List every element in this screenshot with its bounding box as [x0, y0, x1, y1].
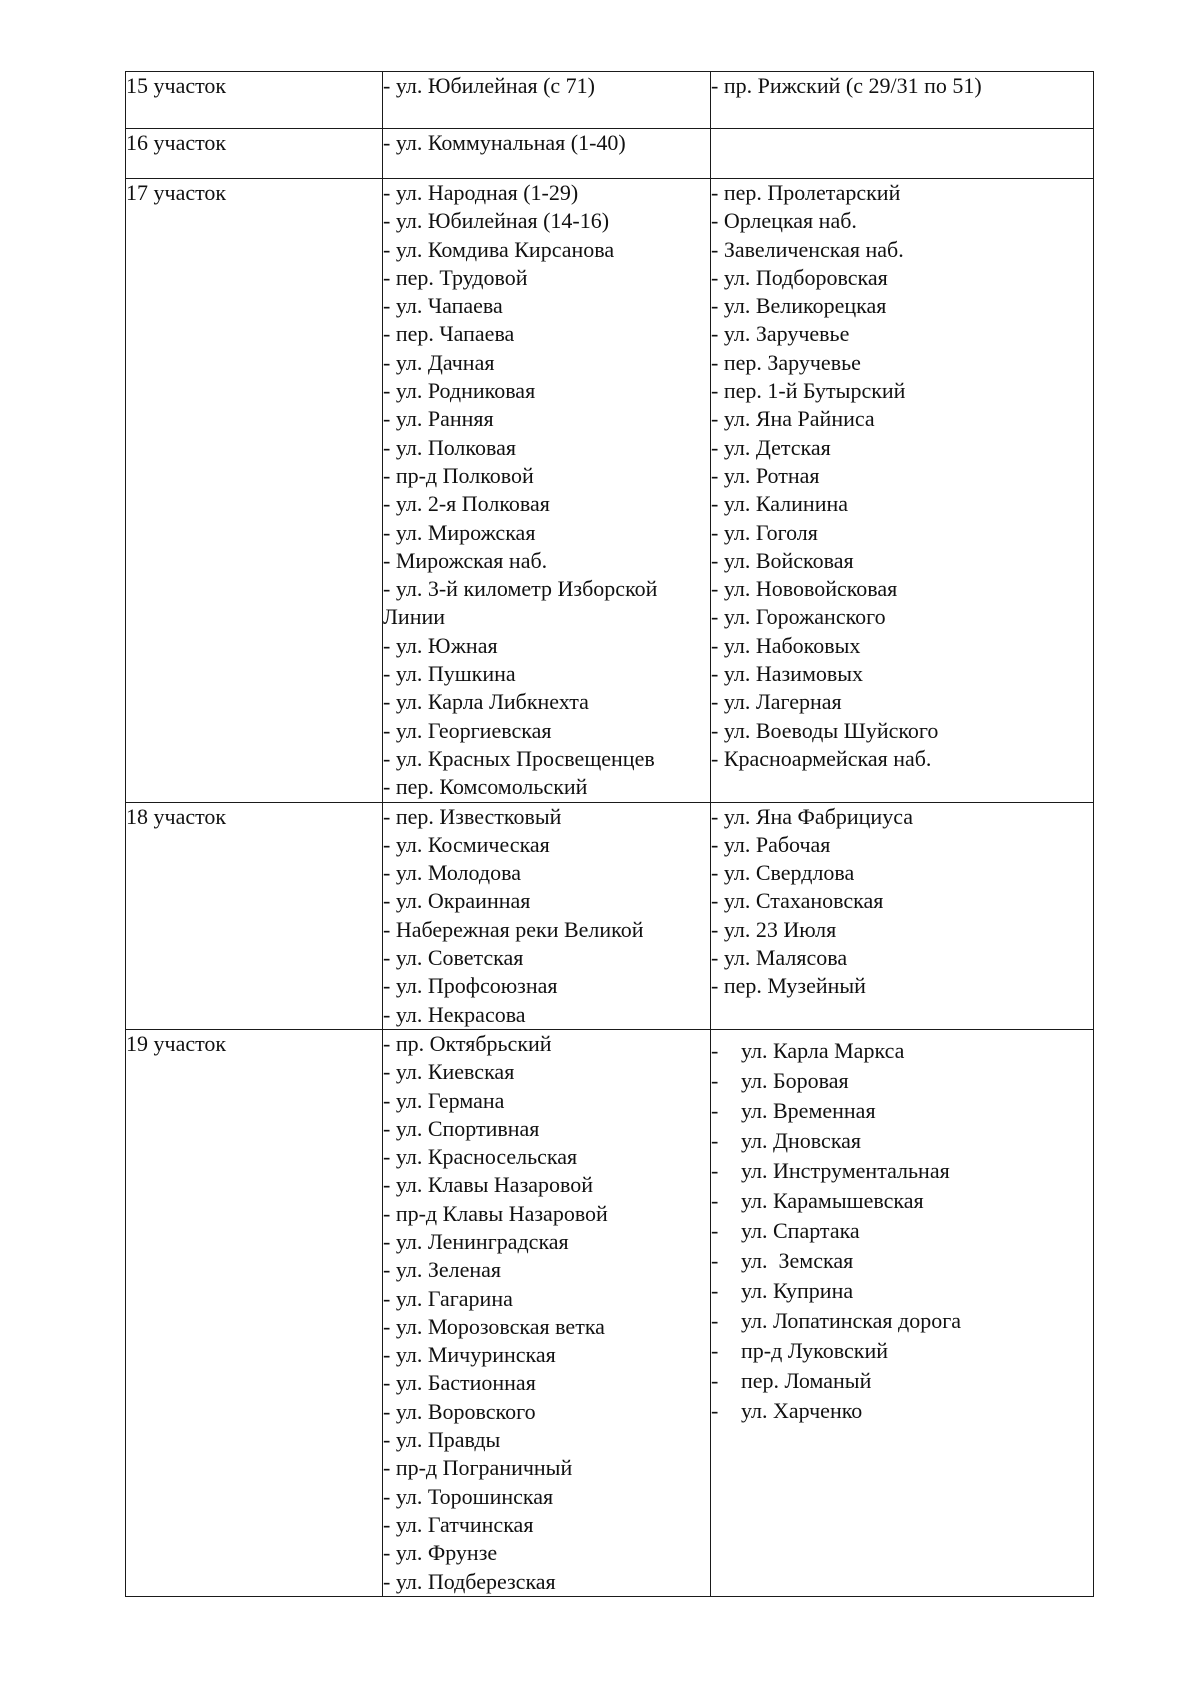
street-item: - ул. Рабочая — [711, 831, 831, 857]
street-item: - пр-д Клавы Назаровой — [383, 1200, 608, 1226]
street-item: - ул. Калинина — [711, 491, 849, 517]
street-item: - ул. 23 Июля — [711, 916, 837, 942]
street-item: - ул. Ранняя — [383, 406, 494, 432]
street-item: - ул. Свердлова — [711, 860, 855, 886]
streets-left-cell — [383, 802, 711, 1029]
street-label: пр-д Луковский — [741, 1337, 888, 1363]
district-name: 15 участок — [126, 73, 227, 98]
street-item: - ул. Пушкина — [383, 661, 516, 687]
district-name: 18 участок — [126, 803, 227, 829]
street-item: - ул. Гагарина — [383, 1285, 513, 1311]
street-item — [711, 1156, 1093, 1186]
street-item: - ул. Профсоюзная — [383, 973, 558, 999]
street-item: - пер. Трудовой — [383, 264, 528, 290]
street-item — [711, 1036, 1093, 1066]
streets-right-cell — [711, 129, 1094, 179]
streets-left-cell — [383, 1029, 711, 1596]
street-item — [711, 1306, 1093, 1336]
street-item: - ул. Народная (1-29) — [383, 180, 579, 205]
street-item — [711, 1246, 1093, 1276]
list-dash: - — [711, 1157, 719, 1183]
streets-left-cell — [383, 179, 711, 803]
street-item: - ул. Германа — [383, 1087, 505, 1113]
street-item: - ул. Яна Фабрициуса — [711, 803, 914, 829]
street-item — [711, 1216, 1093, 1246]
table-row — [126, 72, 1094, 129]
street-item: - ул. Правды — [383, 1427, 501, 1453]
street-item: - ул. Чапаева — [383, 293, 503, 319]
street-item: - ул. Юбилейная (с 71) — [383, 73, 596, 98]
street-item: - Мирожская наб. — [383, 547, 548, 573]
list-dash: - — [711, 1037, 719, 1063]
list-dash: - — [711, 1307, 719, 1333]
street-label: пер. Ломаный — [741, 1367, 872, 1393]
street-item: - ул. Коммунальная (1-40) — [383, 130, 626, 155]
street-item — [711, 1066, 1093, 1096]
street-item: - ул. Воровского — [383, 1398, 536, 1424]
list-dash: - — [711, 1277, 719, 1303]
street-item: - ул. Морозовская ветка — [383, 1313, 605, 1339]
streets-left-cell — [383, 129, 711, 179]
street-label: ул. Спартака — [741, 1217, 860, 1243]
street-item: - ул. Мирожская — [383, 519, 536, 545]
street-item: - пер. Заручевье — [711, 349, 861, 375]
street-item — [711, 1096, 1093, 1126]
street-item: - пер. Пролетарский — [711, 180, 901, 205]
street-item: - ул. Юбилейная (14-16) — [383, 208, 610, 234]
street-label: ул. Лопатинская дорога — [741, 1307, 961, 1333]
street-label: ул. Харченко — [741, 1397, 863, 1423]
district-name-cell — [126, 72, 383, 129]
street-item: - пр. Рижский (с 29/31 по 51) — [711, 73, 982, 98]
street-label: ул. Временная — [741, 1097, 876, 1123]
list-dash: - — [711, 1097, 719, 1123]
street-item: - Набережная реки Великой — [383, 916, 644, 942]
street-item: - ул. Красносельская — [383, 1144, 578, 1170]
district-name-cell — [126, 802, 383, 1029]
street-label: ул. Боровая — [741, 1067, 849, 1093]
street-item — [711, 1186, 1093, 1216]
district-name: 19 участок — [126, 1030, 227, 1056]
street-item: - ул. Воеводы Шуйского — [711, 717, 939, 743]
street-item: - Орлецкая наб. — [711, 208, 857, 234]
street-label: ул. Карамышевская — [741, 1187, 924, 1213]
street-label: ул. Земская — [741, 1247, 854, 1273]
street-item: - ул. Ротная — [711, 462, 820, 488]
street-item: - ул. Подборовская — [711, 264, 888, 290]
list-dash: - — [711, 1337, 719, 1363]
street-item: - ул. 3-й километр Изборской Линии — [383, 576, 658, 630]
street-item: - ул. Назимовых — [711, 661, 864, 687]
street-item: - ул. Гатчинская — [383, 1511, 534, 1537]
street-item: - ул. Мичуринская — [383, 1342, 556, 1368]
street-item: - ул. Подберезская — [383, 1568, 556, 1594]
streets-right-cell — [711, 179, 1094, 803]
street-item: - пер. 1-й Бутырский — [711, 378, 906, 404]
district-name-cell — [126, 179, 383, 803]
street-item: - Завеличенская наб. — [711, 236, 904, 262]
table-row — [126, 129, 1094, 179]
street-item: - ул. Молодова — [383, 860, 521, 886]
street-item — [711, 1336, 1093, 1366]
street-item: - ул. 2-я Полковая — [383, 491, 550, 517]
street-item: - пр-д Пограничный — [383, 1455, 573, 1481]
street-label: ул. Куприна — [741, 1277, 854, 1303]
street-item: - ул. Стахановская — [711, 888, 884, 914]
street-item: - ул. Гоголя — [711, 519, 818, 545]
street-item: - пер. Музейный — [711, 973, 866, 999]
street-item: - ул. Дачная — [383, 349, 495, 375]
street-item: - ул. Спортивная — [383, 1115, 540, 1141]
street-item: - ул. Родниковая — [383, 378, 536, 404]
street-item: - пр. Октябрьский — [383, 1030, 552, 1056]
street-item: - пер. Известковый — [383, 803, 562, 829]
street-item: - ул. Бастионная — [383, 1370, 536, 1396]
street-item: - ул. Ленинградская — [383, 1228, 569, 1254]
street-item: - ул. Окраинная — [383, 888, 531, 914]
street-item: - Красноармейская наб. — [711, 745, 932, 771]
street-item: - ул. Заручевье — [711, 321, 850, 347]
list-dash: - — [711, 1217, 719, 1243]
district-name: 17 участок — [126, 180, 227, 205]
street-item: - ул. Комдива Кирсанова — [383, 236, 615, 262]
streets-right-cell — [711, 1029, 1094, 1596]
street-item: - ул. Карла Либкнехта — [383, 689, 589, 715]
list-dash: - — [711, 1397, 719, 1423]
street-item: - ул. Горожанского — [711, 604, 886, 630]
district-table-page — [125, 71, 1093, 1597]
street-item — [711, 1276, 1093, 1306]
list-dash: - — [711, 1127, 719, 1153]
street-item — [711, 1396, 1093, 1426]
street-item: - пр-д Полковой — [383, 462, 534, 488]
street-item: - ул. Полковая — [383, 434, 516, 460]
street-item: - ул. Клавы Назаровой — [383, 1172, 594, 1198]
street-item: - ул. Некрасова — [383, 1001, 526, 1027]
list-dash: - — [711, 1247, 719, 1273]
street-item: - ул. Советская — [383, 945, 524, 971]
street-label: ул. Карла Маркса — [741, 1037, 905, 1063]
street-item: - ул. Киевская — [383, 1059, 515, 1085]
district-name-cell — [126, 129, 383, 179]
street-item: - ул. Яна Райниса — [711, 406, 875, 432]
street-item: - ул. Войсковая — [711, 547, 854, 573]
street-item: - пер. Чапаева — [383, 321, 515, 347]
street-item: - ул. Лагерная — [711, 689, 842, 715]
street-item: - ул. Торошинская — [383, 1483, 554, 1509]
street-item: - ул. Южная — [383, 632, 498, 658]
district-name-cell — [126, 1029, 383, 1596]
street-item: - пер. Комсомольский — [383, 774, 588, 800]
list-dash: - — [711, 1367, 719, 1393]
street-item — [711, 1366, 1093, 1396]
street-item: - ул. Красных Просвещенцев — [383, 745, 655, 771]
list-dash: - — [711, 1067, 719, 1093]
table-row — [126, 802, 1094, 1029]
district-street-table — [125, 71, 1094, 1597]
list-dash: - — [711, 1187, 719, 1213]
street-item: - ул. Георгиевская — [383, 717, 552, 743]
street-item: - ул. Детская — [711, 434, 831, 460]
street-item: - ул. Нововойсковая — [711, 576, 898, 602]
street-item: - ул. Космическая — [383, 831, 550, 857]
streets-left-cell — [383, 72, 711, 129]
street-item — [711, 1126, 1093, 1156]
street-item: - ул. Малясова — [711, 945, 848, 971]
district-name: 16 участок — [126, 130, 227, 155]
street-item: - ул. Великорецкая — [711, 293, 887, 319]
streets-right-cell — [711, 802, 1094, 1029]
street-label: ул. Дновская — [741, 1127, 862, 1153]
street-label: ул. Инструментальная — [741, 1157, 950, 1183]
table-row — [126, 179, 1094, 803]
street-item: - ул. Фрунзе — [383, 1540, 498, 1566]
street-item: - ул. Зеленая — [383, 1257, 502, 1283]
table-row — [126, 1029, 1094, 1596]
streets-right-cell — [711, 72, 1094, 129]
street-item: - ул. Набоковых — [711, 632, 861, 658]
